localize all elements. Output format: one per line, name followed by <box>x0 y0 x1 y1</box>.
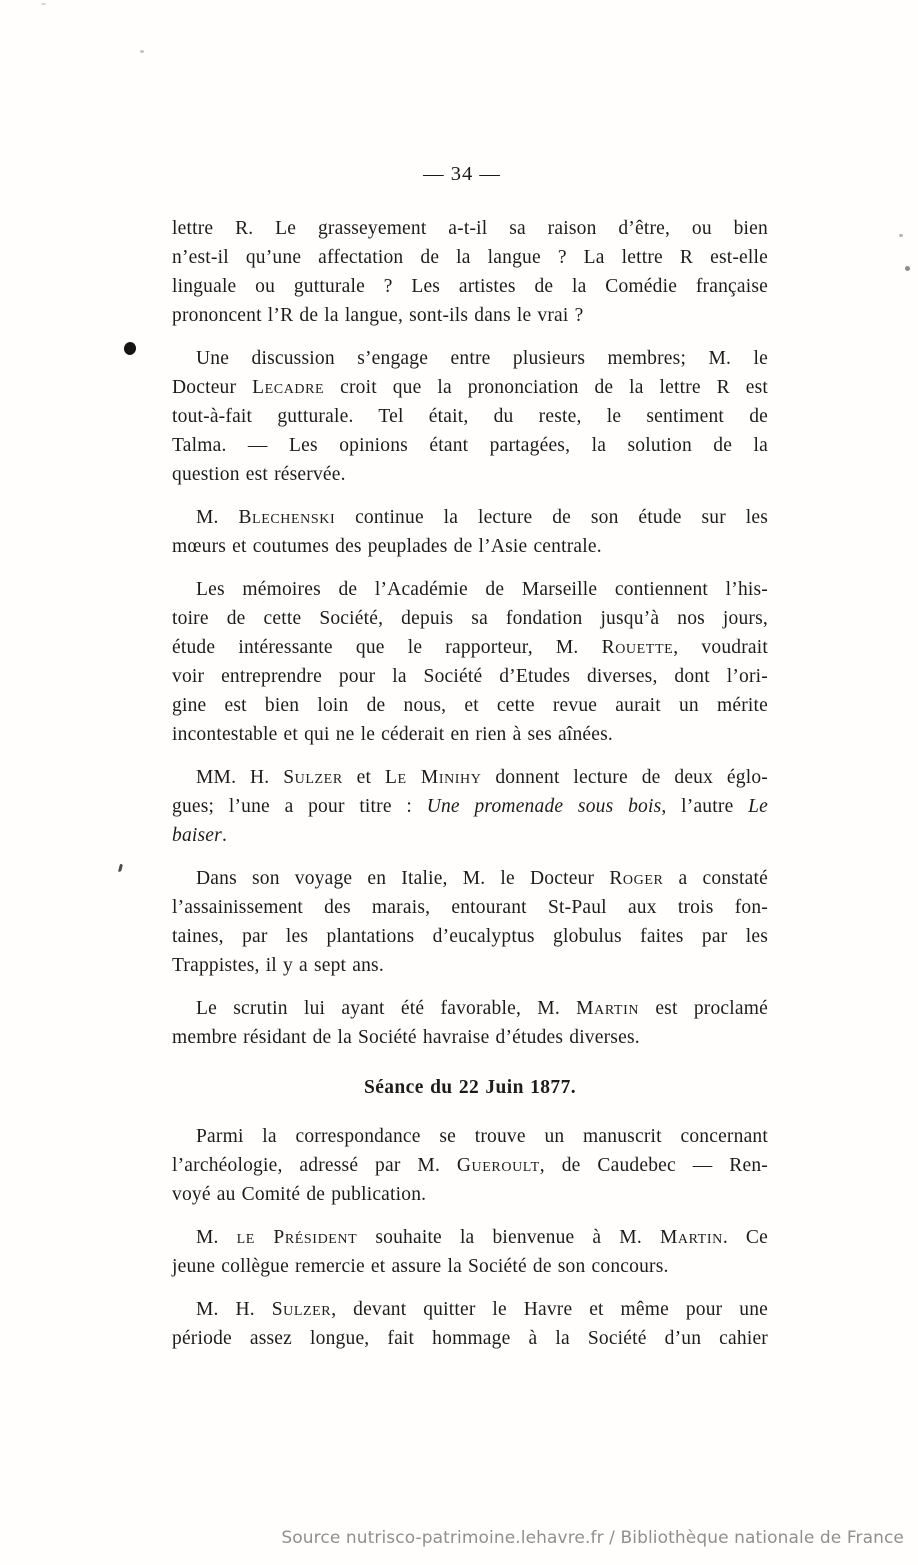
text-run: Dans son voyage en Italie, M. le Docteur <box>196 868 610 889</box>
person-name: Le Minihy <box>384 767 482 788</box>
text-run: a constaté <box>663 868 769 889</box>
text-line <box>172 460 768 489</box>
text-line <box>172 922 768 951</box>
text-line <box>172 792 768 821</box>
text-line <box>172 1122 768 1151</box>
text-line <box>172 763 768 792</box>
text-run: Une discussion s’engage entre plusieurs membres; M. le <box>196 348 768 369</box>
text-run: baiser <box>172 825 222 846</box>
text-run: croit que la prononciation de la lettre R est <box>324 377 769 398</box>
text-line <box>172 431 768 460</box>
text-run: Les mémoires de l’Académie de Marseille contiennent l’his- <box>196 579 768 600</box>
text-run: l’archéologie, adressé par M. <box>172 1155 457 1176</box>
text-run: Docteur <box>172 377 253 398</box>
text-run: , de Caudebec — Ren- <box>539 1155 768 1176</box>
person-name: Blechenski <box>238 507 336 528</box>
text-run: . Ce <box>722 1227 768 1248</box>
text-line <box>172 633 768 662</box>
text-line <box>172 821 768 850</box>
paragraph <box>172 344 768 489</box>
text-line <box>172 1180 768 1209</box>
text-run: M. H. <box>196 1299 272 1320</box>
text-run: toire de cette Société, depuis sa fondation jusqu’à nos jours, <box>172 608 768 629</box>
person-name: Martin <box>659 1227 723 1248</box>
person-name: Martin <box>576 998 640 1019</box>
scan-speck <box>41 3 46 5</box>
text-run: voir entreprendre pour la Société d’Etudes diverses, dont l’ori- <box>172 666 768 687</box>
text-line <box>172 1252 768 1281</box>
person-name: Gueroult <box>456 1155 540 1176</box>
text-line <box>172 691 768 720</box>
text-run: voyé au Comité de publication. <box>172 1184 427 1205</box>
text-run: gine est bien loin de nous, et cette revue aurait un mérite <box>172 695 768 716</box>
paragraph <box>172 763 768 850</box>
text-run: membre résidant de la Société havraise d’études diverses. <box>172 1027 640 1048</box>
text-run: et <box>342 767 385 788</box>
text-run: étude intéressante que le rapporteur, M. <box>172 637 602 658</box>
text-run: Talma. — Les opinions étant partagées, la solution de la <box>172 435 768 456</box>
text-run: Le scrutin lui ayant été favorable, M. <box>196 998 577 1019</box>
text-line <box>172 994 768 1023</box>
text-line <box>172 1223 768 1252</box>
paragraph <box>172 503 768 561</box>
text-run: Le <box>748 796 768 817</box>
text-line <box>172 373 768 402</box>
person-name: Rouette <box>601 637 674 658</box>
text-run: est proclamé <box>639 998 768 1019</box>
text-line <box>172 1295 768 1324</box>
scan-speck <box>118 864 123 872</box>
text-run: M. <box>196 1227 237 1248</box>
text-run: l’assainissement des marais, entourant St-Paul aux trois fon- <box>172 897 768 918</box>
paragraph <box>172 575 768 749</box>
text-run: linguale ou gutturale ? Les artistes de la Comédie française <box>172 276 768 297</box>
text-run: donnent lecture de deux églo- <box>481 767 768 788</box>
paragraph <box>172 994 768 1052</box>
text-line <box>172 272 768 301</box>
person-name: le Président <box>236 1227 358 1248</box>
text-run: gues; l’une a pour titre : <box>172 796 427 817</box>
text-run: incontestable et qui ne le céderait en rien à ses aînées. <box>172 724 614 745</box>
text-run: , devant quitter le Havre et même pour une <box>331 1299 768 1320</box>
paragraph <box>172 1295 768 1353</box>
text-line <box>172 344 768 373</box>
text-line <box>172 532 768 561</box>
text-run: Trappistes, il y a sept ans. <box>172 955 384 976</box>
text-run: question est réservée. <box>172 464 346 485</box>
scan-speck <box>905 266 910 271</box>
text-run: Une promenade sous bois <box>426 796 662 817</box>
person-name: Lecadre <box>252 377 325 398</box>
document-text <box>172 214 768 1367</box>
text-run: jeune collègue remercie et assure la Société de son concours. <box>172 1256 669 1277</box>
paragraph <box>172 1122 768 1209</box>
text-line <box>172 720 768 749</box>
text-line <box>172 864 768 893</box>
section-heading: Séance du 22 Juin 1877. <box>363 1077 577 1098</box>
text-run: lettre R. Le grasseyement a-t-il sa raison d’être, ou bien <box>172 218 768 239</box>
text-line <box>172 662 768 691</box>
text-run: , l’autre <box>661 796 749 817</box>
text-run: souhaite la bienvenue à M. <box>357 1227 660 1248</box>
text-line <box>172 402 768 431</box>
person-name: Roger <box>609 868 664 889</box>
text-run: M. <box>196 507 239 528</box>
paragraph <box>172 214 768 330</box>
margin-bullet-mark <box>123 341 137 356</box>
text-run: taines, par les plantations d’eucalyptus globulus faites par les <box>172 926 768 947</box>
text-run: mœurs et coutumes des peuplades de l’Asie centrale. <box>172 536 602 557</box>
page-number: — 34 — <box>423 163 501 185</box>
text-run: période assez longue, fait hommage à la Société d’un cahier <box>172 1328 768 1349</box>
person-name: Sulzer <box>283 767 343 788</box>
text-line <box>172 214 768 243</box>
text-line <box>172 1023 768 1052</box>
scan-speck <box>140 50 144 53</box>
text-line <box>172 243 768 272</box>
text-run: Parmi la correspondance se trouve un manuscrit concernant <box>196 1126 768 1147</box>
text-line <box>172 1324 768 1353</box>
source-credit: Source nutrisco-patrimoine.lehavre.fr / Bibliothèque nationale de France <box>281 1528 904 1548</box>
text-line <box>172 893 768 922</box>
paragraph <box>172 1223 768 1281</box>
text-line <box>172 1151 768 1180</box>
text-line <box>172 575 768 604</box>
text-run: prononcent l’R de la langue, sont-ils dans le vrai ? <box>172 305 584 326</box>
scan-speck <box>899 234 903 237</box>
text-line <box>172 951 768 980</box>
text-run: , voudrait <box>673 637 769 658</box>
text-run: continue la lecture de son étude sur les <box>335 507 768 528</box>
text-line <box>172 503 768 532</box>
text-run: n’est-il qu’une affectation de la langue ? La lettre R est-elle <box>172 247 768 268</box>
text-run: . <box>221 825 228 846</box>
paragraph <box>172 864 768 980</box>
text-run: MM. H. <box>196 767 284 788</box>
text-line <box>172 604 768 633</box>
text-line <box>172 301 768 330</box>
text-run: tout-à-fait gutturale. Tel était, du reste, le sentiment de <box>172 406 768 427</box>
person-name: Sulzer <box>271 1299 332 1320</box>
